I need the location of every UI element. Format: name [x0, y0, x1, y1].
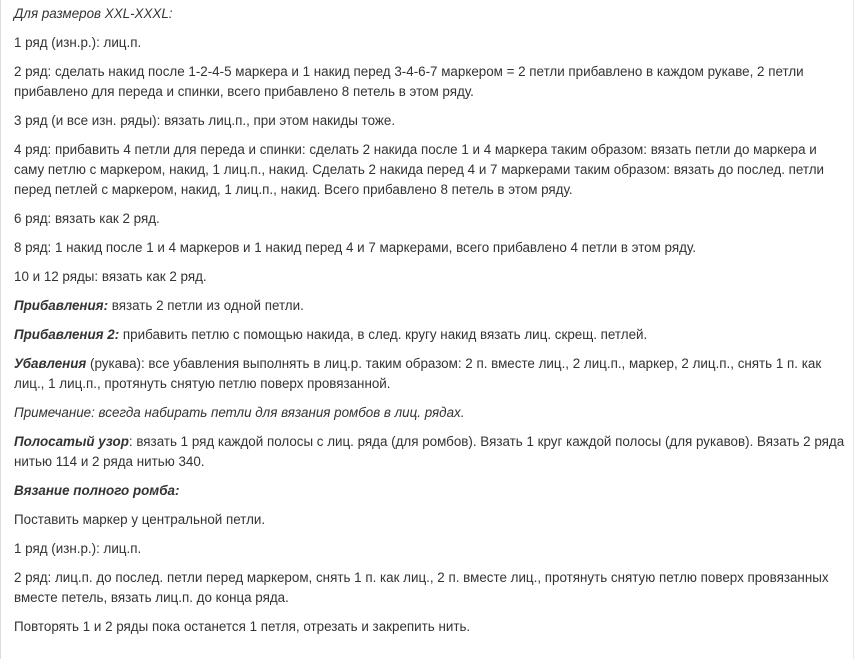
size-heading — [14, 4, 846, 24]
instruction-row-3: 3 ряд (и все изн. ряды): вязать лиц.п., при этом накиды тоже. — [14, 113, 396, 128]
increases-2-paragraph — [14, 325, 846, 345]
note-paragraph — [14, 403, 846, 423]
decreases-text: (рукава): все убавления выполнять в лиц.р. таким образом: 2 п. вместе лиц., 2 лиц.п., маркер, 2 лиц.п., снять 1 п. как лиц., 1 лиц.п., протянуть снятую петлю поверх провязанной. — [14, 356, 822, 391]
increases-label: Прибавления: — [14, 298, 109, 313]
increases-text: вязать 2 петли из одной петли. — [108, 298, 304, 313]
increases-2-label: Прибавления 2: — [14, 327, 120, 342]
instruction-row-8: 8 ряд: 1 накид после 1 и 4 маркеров и 1 накид перед 4 и 7 маркерами, всего прибавлено 4 петли в этом ряду. — [14, 240, 696, 255]
instruction-row-6: 6 ряд: вязать как 2 ряд. — [14, 211, 160, 226]
document-body — [14, 4, 846, 646]
increases-2-text: прибавить петлю с помощью накида, в след. кругу накид вязать лиц. скрещ. петлей. — [119, 327, 648, 342]
stripe-pattern-paragraph — [14, 432, 846, 472]
decreases-label: Убавления — [14, 356, 87, 371]
full-rhombus-heading-text: Вязание полного ромба: — [14, 483, 180, 498]
instruction-row-2: 2 ряд: сделать накид после 1-2-4-5 маркера и 1 накид перед 3-4-6-7 маркером = 2 петли прибавлено в каждом рукаве, 2 петли прибавлено для переда и спинки, всего прибавлено 8 петель в этом ряду. — [14, 64, 804, 99]
instruction-row-1: 1 ряд (изн.р.): лиц.п. — [14, 35, 142, 50]
rhombus-row-1: 1 ряд (изн.р.): лиц.п. — [14, 541, 142, 556]
instruction-row-4: 4 ряд: прибавить 4 петли для переда и спинки: сделать 2 накида после 1 и 4 маркера таким образом: вязать петли до маркера и саму петлю с маркером, накид, 1 лиц.п., накид. Сделать 2 накида перед 4 и 7 маркерами таким образом: вязать до послед. петли перед петлей с маркером, накид, 1 лиц.п., накид. Всего прибавлено 8 петель в этом ряду. — [14, 142, 825, 197]
rhombus-marker-step: Поставить маркер у центральной петли. — [14, 512, 266, 527]
full-rhombus-heading — [14, 481, 846, 501]
increases-paragraph — [14, 296, 846, 316]
rhombus-repeat: Повторять 1 и 2 ряды пока останется 1 петля, отрезать и закрепить нить. — [14, 619, 471, 634]
size-heading-text: Для размеров XXL-XXXL: — [14, 6, 173, 21]
rhombus-row-2: 2 ряд: лиц.п. до послед. петли перед маркером, снять 1 п. как лиц., 2 п. вместе лиц., протянуть снятую петлю поверх провязанных вместе петель, вязать лиц.п. до конца ряда. — [14, 570, 829, 605]
instruction-row-10-12: 10 и 12 ряды: вязать как 2 ряд. — [14, 269, 207, 284]
note-text: Примечание: всегда набирать петли для вязания ромбов в лиц. рядах. — [14, 405, 465, 420]
stripe-pattern-text: : вязать 1 ряд каждой полосы с лиц. ряда (для ромбов). Вязать 1 круг каждой полосы (для рукавов). Вязать 2 ряда нитью 114 и 2 ряда нитью 340. — [14, 434, 845, 469]
stripe-pattern-label: Полосатый узор — [14, 434, 129, 449]
decreases-paragraph — [14, 354, 846, 394]
